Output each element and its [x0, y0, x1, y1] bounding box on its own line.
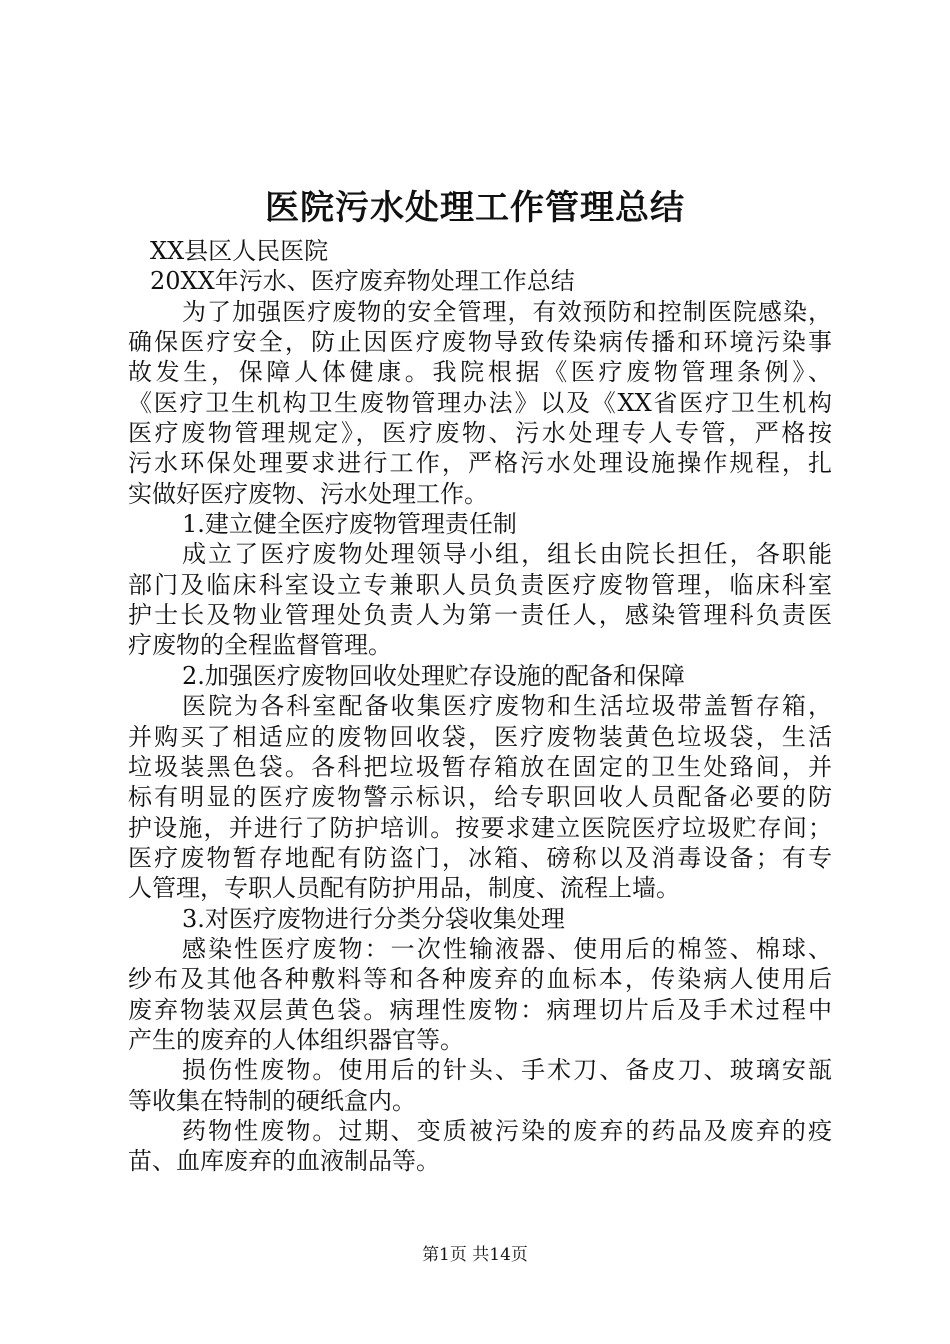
- body-line: 感染性医疗废物：一次性输液器、使用后的棉签、棉球、: [182, 934, 832, 963]
- body-line: 疗废物的全程监督管理。: [128, 631, 392, 660]
- section-heading: 2.加强医疗废物回收处理贮存设施的配备和保障: [182, 661, 685, 690]
- body-line: 20XX年污水、医疗废弃物处理工作总结: [150, 267, 575, 296]
- body-line: 实做好医疗废物、污水处理工作。: [128, 479, 488, 508]
- body-line: 纱布及其他各种敷料等和各种废弃的血标本，传染病人使用后: [128, 965, 832, 994]
- document-title: 医院污水处理工作管理总结: [265, 188, 685, 228]
- body-line: 成立了医疗废物处理领导小组，组长由院长担任，各职能: [182, 540, 832, 569]
- page-number-footer: 第1页 共14页: [422, 1245, 528, 1265]
- body-line: 人管理，专职人员配有防护用品，制度、流程上墙。: [128, 874, 680, 903]
- document-body: [128, 236, 832, 1177]
- body-line: 废弃物装双层黄色袋。病理性废物：病理切片后及手术过程中: [128, 995, 832, 1024]
- body-line: 药物性废物。过期、变质被污染的废弃的药品及废弃的疫: [182, 1116, 832, 1145]
- body-line: 故发生，保障人体健康。我院根据《医疗废物管理条例》、: [128, 358, 832, 387]
- body-line: 损伤性废物。使用后的针头、手术刀、备皮刀、玻璃安瓿: [182, 1056, 832, 1085]
- body-line: 护士长及物业管理处负责人为第一责任人，感染管理科负责医: [128, 601, 832, 630]
- body-line: 部门及临床科室设立专兼职人员负责医疗废物管理，临床科室: [128, 570, 832, 599]
- body-line: 《医疗卫生机构卫生废物管理办法》以及《XX省医疗卫生机构: [128, 388, 832, 417]
- body-line: 医疗废物暂存地配有防盗门，冰箱、磅称以及消毒设备；有专: [128, 843, 832, 872]
- body-line: 并购买了相适应的废物回收袋，医疗废物装黄色垃圾袋，生活: [128, 722, 832, 751]
- body-line: 污水环保处理要求进行工作，严格污水处理设施操作规程，扎: [128, 449, 832, 478]
- body-line: XX县区人民医院: [150, 237, 329, 265]
- body-line: 苗、血库废弃的血液制品等。: [128, 1147, 440, 1176]
- body-line: 产生的废弃的人体组织器官等。: [128, 1025, 464, 1054]
- body-line: 为了加强医疗废物的安全管理，有效预防和控制医院感染，: [182, 297, 832, 326]
- body-line: 标有明显的医疗废物警示标识，给专职回收人员配备必要的防: [128, 783, 832, 812]
- body-line: 医疗废物管理规定》，医疗废物、污水处理专人专管，严格按: [128, 419, 832, 448]
- body-line: 确保医疗安全，防止因医疗废物导致传染病传播和环境污染事: [128, 328, 832, 357]
- body-line: 等收集在特制的硬纸盒内。: [128, 1086, 416, 1115]
- body-line: 医院为各科室配备收集医疗废物和生活垃圾带盖暂存箱，: [182, 692, 832, 721]
- section-heading: 3.对医疗废物进行分类分袋收集处理: [182, 904, 565, 933]
- body-line: 护设施，并进行了防护培训。按要求建立医院医疗垃圾贮存间；: [128, 813, 832, 842]
- section-heading: 1.建立健全医疗废物管理责任制: [182, 510, 517, 539]
- body-line: 垃圾装黑色袋。各科把垃圾暂存箱放在固定的卫生处臵间，并: [128, 752, 832, 781]
